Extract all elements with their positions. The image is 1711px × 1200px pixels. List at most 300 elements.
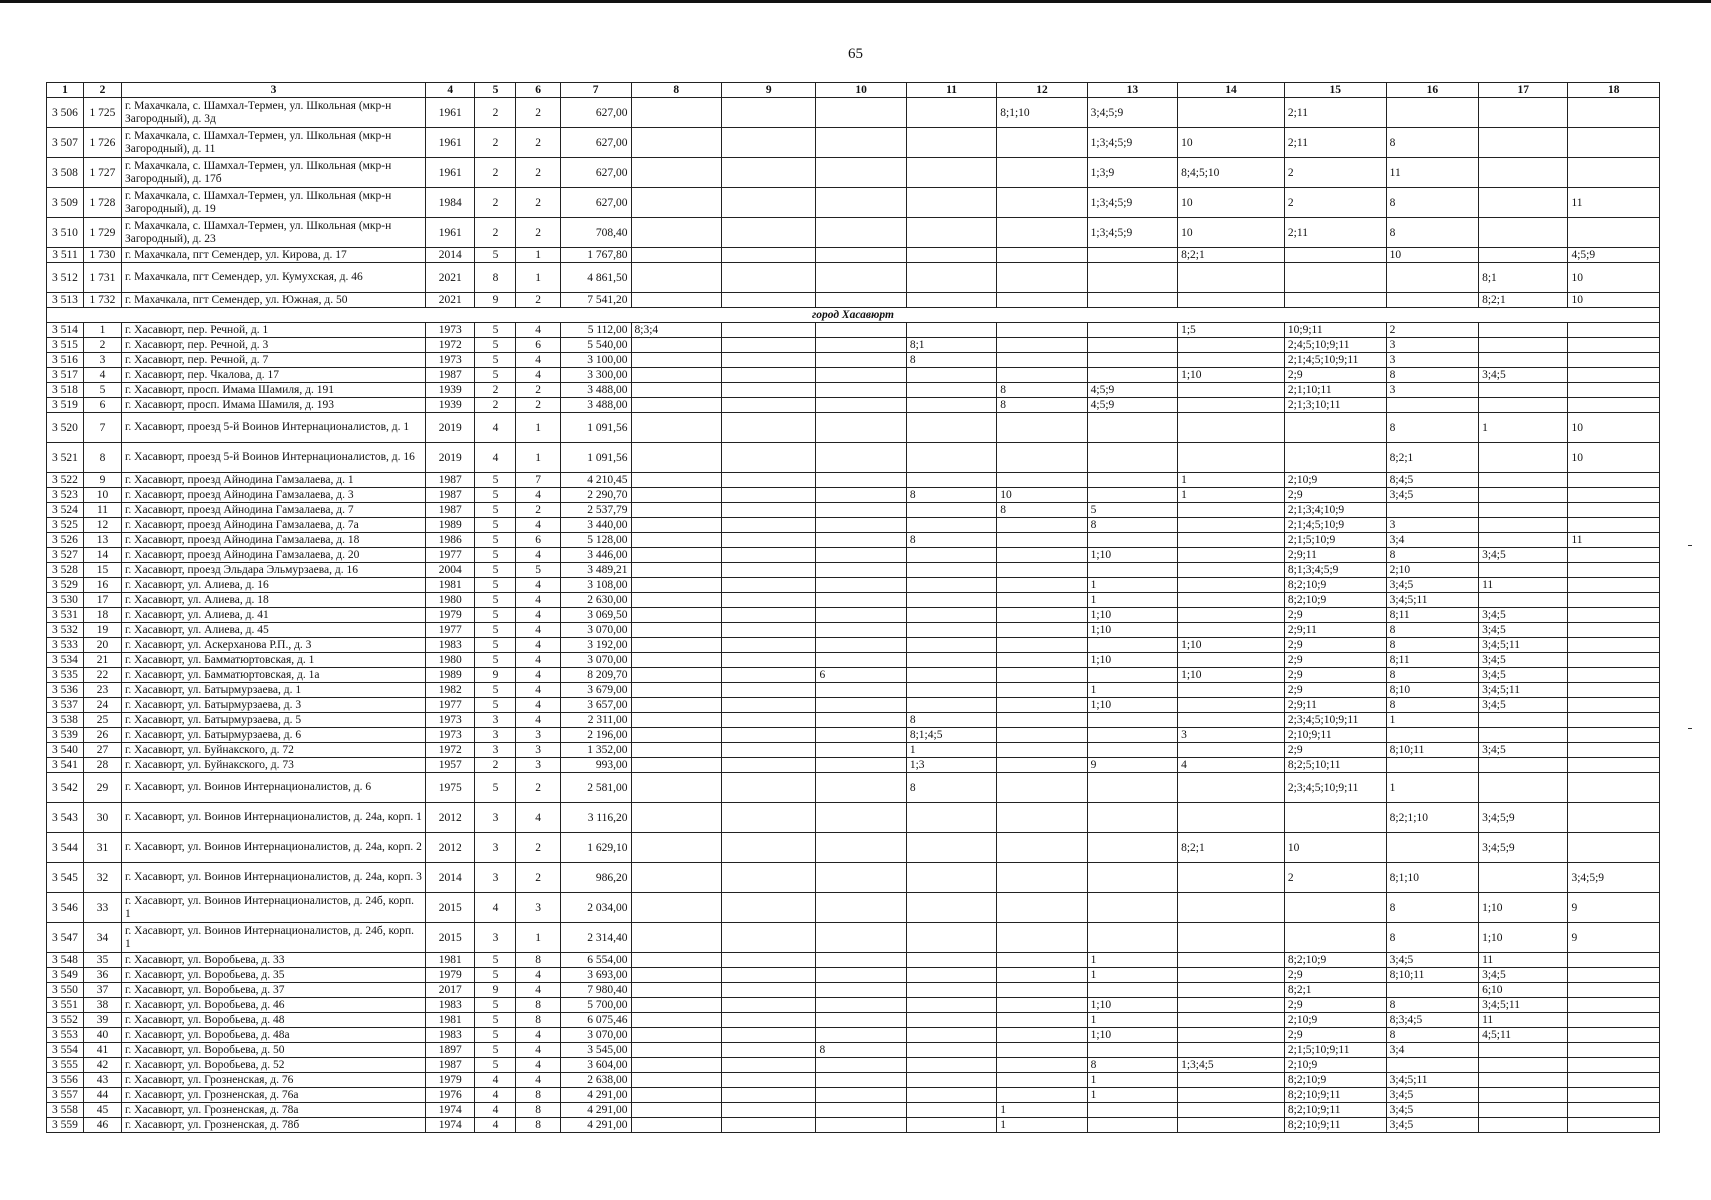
table-cell: 8;2;1 [1178,248,1285,263]
table-cell: г. Хасавюрт, просп. Имама Шамиля, д. 191 [121,383,425,398]
table-cell: 3;4;5 [1479,698,1568,713]
table-cell [631,503,721,518]
table-cell: 8;3;4 [631,323,721,338]
table-row [47,443,1660,473]
table-cell: 2015 [426,923,475,953]
table-cell [1178,1013,1285,1028]
table-cell: 1957 [426,758,475,773]
table-cell: 3 537 [47,698,84,713]
table-cell [721,383,816,398]
table-cell: 5 [475,608,516,623]
table-cell: 3 542 [47,773,84,803]
table-cell: 1989 [426,668,475,683]
table-cell [721,1028,816,1043]
table-cell: 3 536 [47,683,84,698]
table-cell [1568,968,1660,983]
table-cell [997,293,1087,308]
table-cell: 33 [83,893,121,923]
table-cell: 1981 [426,1013,475,1028]
table-cell [997,533,1087,548]
table-cell [1568,713,1660,728]
table-cell: 21 [83,653,121,668]
table-cell [816,1103,906,1118]
table-cell: 1 732 [83,293,121,308]
table-cell [816,548,906,563]
page-number: 65 [848,46,863,62]
table-cell: 1 [516,263,560,293]
table-cell: 8;2;1 [1178,833,1285,863]
table-cell [906,863,996,893]
table-cell: 3;4;5;9 [1479,833,1568,863]
table-cell: 4 [475,413,516,443]
table-cell: г. Хасавюрт, ул. Грозненская, д. 78б [121,1118,425,1133]
table-cell: 3 069,50 [560,608,631,623]
table-cell [816,398,906,413]
table-cell [631,413,721,443]
table-cell: г. Хасавюрт, проезд Айнодина Гамзалаева, д. 7 [121,503,425,518]
table-cell [906,638,996,653]
table-cell: 5 [475,593,516,608]
table-cell: 3 488,00 [560,383,631,398]
table-cell: 2 196,00 [560,728,631,743]
table-cell [1568,683,1660,698]
table-cell: 9 [83,473,121,488]
table-cell [816,623,906,638]
section-title: город Хасавюрт [47,308,1660,323]
table-cell: 2;10;9;11 [1284,728,1386,743]
table-cell: 31 [83,833,121,863]
table-cell: 3 [83,353,121,368]
table-cell: 3 488,00 [560,398,631,413]
table-cell: 6 [516,533,560,548]
table-cell: 1;10 [1087,608,1177,623]
table-cell [1568,578,1660,593]
table-cell: 2021 [426,263,475,293]
table-cell [721,293,816,308]
table-cell: 8;1 [906,338,996,353]
table-cell [816,1118,906,1133]
table-cell: 7 541,20 [560,293,631,308]
table-cell: 4 [516,368,560,383]
table-cell: 1986 [426,533,475,548]
table-cell [816,413,906,443]
table-cell: 3 550 [47,983,84,998]
table-cell: 3 [475,803,516,833]
table-cell: 1939 [426,398,475,413]
table-cell: 4;5;9 [1087,383,1177,398]
table-cell [816,293,906,308]
table-cell: 2 537,79 [560,503,631,518]
table-cell: 11 [1479,953,1568,968]
table-cell: 3;4;5;11 [1479,683,1568,698]
table-cell: 3 548 [47,953,84,968]
table-row [47,353,1660,368]
table-cell: 1972 [426,743,475,758]
table-cell: 8;10 [1386,683,1478,698]
table-cell [1479,1058,1568,1073]
table-cell [1178,953,1285,968]
table-cell: 9 [475,983,516,998]
table-row [47,668,1660,683]
table-cell [997,983,1087,998]
table-cell: 2 [1284,158,1386,188]
table-cell: 6 554,00 [560,953,631,968]
table-cell [997,728,1087,743]
table-cell: 3 516 [47,353,84,368]
table-cell [1178,1043,1285,1058]
table-row [47,503,1660,518]
table-cell [721,953,816,968]
table-cell [906,503,996,518]
table-cell [906,158,996,188]
table-cell [816,128,906,158]
table-cell: 2;3;4;5;10;9;11 [1284,713,1386,728]
table-cell: 1982 [426,683,475,698]
table-cell [1178,413,1285,443]
table-cell [1568,518,1660,533]
table-cell: г. Хасавюрт, ул. Грозненская, д. 78а [121,1103,425,1118]
table-cell: г. Хасавюрт, ул. Воробьева, д. 46 [121,998,425,1013]
table-cell [631,713,721,728]
table-cell: 2014 [426,248,475,263]
table-cell [997,773,1087,803]
table-cell: 3 517 [47,368,84,383]
table-cell [721,773,816,803]
table-cell [1087,488,1177,503]
table-cell: 5 [475,773,516,803]
table-cell: 8 [83,443,121,473]
table-cell: 1 [1087,953,1177,968]
table-cell [997,653,1087,668]
table-cell: 1 [1087,968,1177,983]
table-cell: 2;9;11 [1284,623,1386,638]
table-cell: 3 540 [47,743,84,758]
table-row [47,683,1660,698]
table-cell: 2;4;5;10;9;11 [1284,338,1386,353]
table-cell [1386,98,1478,128]
table-cell: 1987 [426,488,475,503]
table-cell: 8;10;11 [1386,743,1478,758]
table-cell: 5 [475,563,516,578]
table-cell: 3 509 [47,188,84,218]
table-cell: 5 [475,503,516,518]
table-cell: г. Хасавюрт, ул. Аскерханова Р.П., д. 3 [121,638,425,653]
table-cell: г. Хасавюрт, ул. Батырмурзаева, д. 3 [121,698,425,713]
table-cell: г. Хасавюрт, ул. Бамматюртовская, д. 1 [121,653,425,668]
table-cell [1087,413,1177,443]
column-header: 13 [1087,83,1177,98]
table-cell: 627,00 [560,188,631,218]
table-cell [997,338,1087,353]
margin-mark [1688,728,1692,729]
table-cell: г. Махачкала, с. Шамхал-Термен, ул. Школьная (мкр-н Загородный), д. 11 [121,128,425,158]
table-cell [997,758,1087,773]
table-cell: 5 [475,1028,516,1043]
table-cell: 3 558 [47,1103,84,1118]
table-cell: 1980 [426,653,475,668]
table-cell: 3 545,00 [560,1043,631,1058]
table-cell [906,443,996,473]
table-cell [631,833,721,863]
table-cell: 3 [516,758,560,773]
table-cell: 4 [516,593,560,608]
table-cell [1568,128,1660,158]
table-cell: 8;2;5;10;11 [1284,758,1386,773]
table-cell: 1977 [426,623,475,638]
table-cell [816,383,906,398]
table-cell: 3;4;5 [1386,1088,1478,1103]
table-cell: 2 [516,158,560,188]
table-cell: 1977 [426,698,475,713]
table-cell: г. Хасавюрт, пер. Речной, д. 1 [121,323,425,338]
table-cell [1178,518,1285,533]
table-cell: 8 [997,383,1087,398]
table-cell [631,488,721,503]
table-cell: 8 [516,1088,560,1103]
table-cell [631,473,721,488]
table-cell: г. Махачкала, пгт Семендер, ул. Кирова, д. 17 [121,248,425,263]
table-cell: 3 300,00 [560,368,631,383]
table-cell: 2;10;9 [1284,473,1386,488]
table-cell [631,563,721,578]
table-cell: 4 [516,323,560,338]
table-cell [1178,1088,1285,1103]
table-cell [906,1073,996,1088]
table-cell: 3 108,00 [560,578,631,593]
table-cell: 8 [1386,668,1478,683]
table-cell: 1 [1386,773,1478,803]
table-cell: 3;4;5 [1479,368,1568,383]
table-cell [816,758,906,773]
table-cell: 10;9;11 [1284,323,1386,338]
table-cell: 5 540,00 [560,338,631,353]
table-cell: 1979 [426,1073,475,1088]
table-cell: 8 209,70 [560,668,631,683]
table-cell [721,578,816,593]
table-cell [1568,383,1660,398]
table-cell [631,548,721,563]
table-cell: 8 [1386,413,1478,443]
table-cell: 8 [1386,638,1478,653]
table-cell: 5 [475,968,516,983]
table-cell: 2;1;3;4;10;9 [1284,503,1386,518]
table-cell [1087,773,1177,803]
table-cell: 1 767,80 [560,248,631,263]
table-cell [906,998,996,1013]
table-cell [721,728,816,743]
table-cell [1479,128,1568,158]
table-row [47,293,1660,308]
table-cell: 43 [83,1073,121,1088]
table-cell: 2;9 [1284,638,1386,653]
column-header: 16 [1386,83,1478,98]
table-cell [1479,518,1568,533]
table-cell [1178,863,1285,893]
table-row [47,1118,1660,1133]
table-cell: 4 [516,668,560,683]
table-cell: 8;2;10;9;11 [1284,1088,1386,1103]
table-cell [721,248,816,263]
table-cell: г. Хасавюрт, ул. Бамматюртовская, д. 1а [121,668,425,683]
table-cell: 5 [475,473,516,488]
table-cell: 2 638,00 [560,1073,631,1088]
table-cell [816,983,906,998]
table-cell [997,158,1087,188]
table-cell: 4 [516,518,560,533]
table-cell [1568,98,1660,128]
table-cell [1178,338,1285,353]
table-cell: 3;4;5 [1386,578,1478,593]
table-row [47,698,1660,713]
table-cell [816,533,906,548]
table-cell: г. Хасавюрт, ул. Батырмурзаева, д. 6 [121,728,425,743]
table-cell [816,593,906,608]
table-cell [1386,503,1478,518]
table-cell [816,473,906,488]
table-cell: 2 [475,158,516,188]
table-cell: 32 [83,863,121,893]
table-cell: г. Хасавюрт, пер. Речной, д. 7 [121,353,425,368]
table-cell: 627,00 [560,98,631,128]
table-cell: 3 508 [47,158,84,188]
table-cell [1479,473,1568,488]
table-cell: 4 [475,1103,516,1118]
table-cell [1568,1118,1660,1133]
table-cell [721,158,816,188]
table-cell: 8;2;1 [1386,443,1478,473]
table-cell [997,683,1087,698]
table-cell: 2012 [426,803,475,833]
table-cell [1178,923,1285,953]
table-cell [906,578,996,593]
table-cell [721,533,816,548]
table-cell: 3 553 [47,1028,84,1043]
table-cell [816,353,906,368]
table-cell [997,128,1087,158]
table-cell: 3 [475,863,516,893]
table-cell [1568,1103,1660,1118]
table-row [47,713,1660,728]
table-cell: 1;10 [1087,623,1177,638]
table-cell: 4 [475,1118,516,1133]
table-cell [816,953,906,968]
table-cell [816,1088,906,1103]
table-cell: 8;3;4;5 [1386,1013,1478,1028]
table-cell [997,473,1087,488]
table-cell: 3 446,00 [560,548,631,563]
table-cell: 11 [1479,578,1568,593]
table-cell: 5 [475,578,516,593]
table-cell [906,683,996,698]
table-cell: 4;5;9 [1087,398,1177,413]
table-cell: 3 [1386,338,1478,353]
table-cell [631,758,721,773]
table-cell: 5 [83,383,121,398]
table-cell: 1979 [426,968,475,983]
table-row [47,383,1660,398]
table-cell [1568,983,1660,998]
table-row [47,998,1660,1013]
table-row [47,218,1660,248]
table-cell: 8 [1087,1058,1177,1073]
table-cell [631,863,721,893]
table-cell [1284,923,1386,953]
table-cell: 1976 [426,1088,475,1103]
table-cell [721,998,816,1013]
table-cell [1284,803,1386,833]
column-header: 17 [1479,83,1568,98]
table-cell [1568,698,1660,713]
table-cell: 8 [1386,698,1478,713]
table-cell [1178,608,1285,623]
table-cell: 9 [1568,923,1660,953]
table-cell: 1 [1087,1088,1177,1103]
table-cell [906,413,996,443]
table-cell: 4 [516,1028,560,1043]
table-cell [631,668,721,683]
table-cell [1568,623,1660,638]
table-row [47,263,1660,293]
table-cell: 3 544 [47,833,84,863]
table-cell [1178,743,1285,758]
table-cell: 8;2;10;9;11 [1284,1103,1386,1118]
table-cell [1087,728,1177,743]
table-cell: г. Хасавюрт, ул. Воинов Интернационалистов, д. 24а, корп. 2 [121,833,425,863]
table-cell: 3;4;5 [1386,488,1478,503]
table-cell [631,218,721,248]
table-cell [1386,728,1478,743]
table-cell: 9 [475,293,516,308]
table-cell: 1987 [426,473,475,488]
table-cell [1087,1118,1177,1133]
table-cell: 3 528 [47,563,84,578]
table-cell [906,323,996,338]
table-cell: 1;3;4;5;9 [1087,128,1177,158]
table-cell: 4 [516,353,560,368]
table-cell [721,263,816,293]
table-row [47,1058,1660,1073]
table-cell: 2019 [426,413,475,443]
table-cell [1178,563,1285,578]
table-cell [721,683,816,698]
table-cell: 3 [516,893,560,923]
column-header: 7 [560,83,631,98]
table-cell: 10 [1178,218,1285,248]
table-row [47,863,1660,893]
table-cell [721,1073,816,1088]
table-row [47,1088,1660,1103]
table-cell: 34 [83,923,121,953]
table-cell [631,998,721,1013]
table-cell: 14 [83,548,121,563]
table-row [47,1043,1660,1058]
table-cell [1087,833,1177,863]
table-cell: 3 489,21 [560,563,631,578]
table-cell: 3 525 [47,518,84,533]
table-cell [1087,248,1177,263]
table-cell [1087,323,1177,338]
table-cell [721,803,816,833]
table-cell [906,563,996,578]
table-cell: 3 [516,743,560,758]
table-cell: 8;2;10;9 [1284,593,1386,608]
table-cell [1568,1028,1660,1043]
table-cell [631,263,721,293]
table-cell [631,128,721,158]
table-cell [721,1118,816,1133]
table-cell [721,863,816,893]
table-cell: 6 [816,668,906,683]
